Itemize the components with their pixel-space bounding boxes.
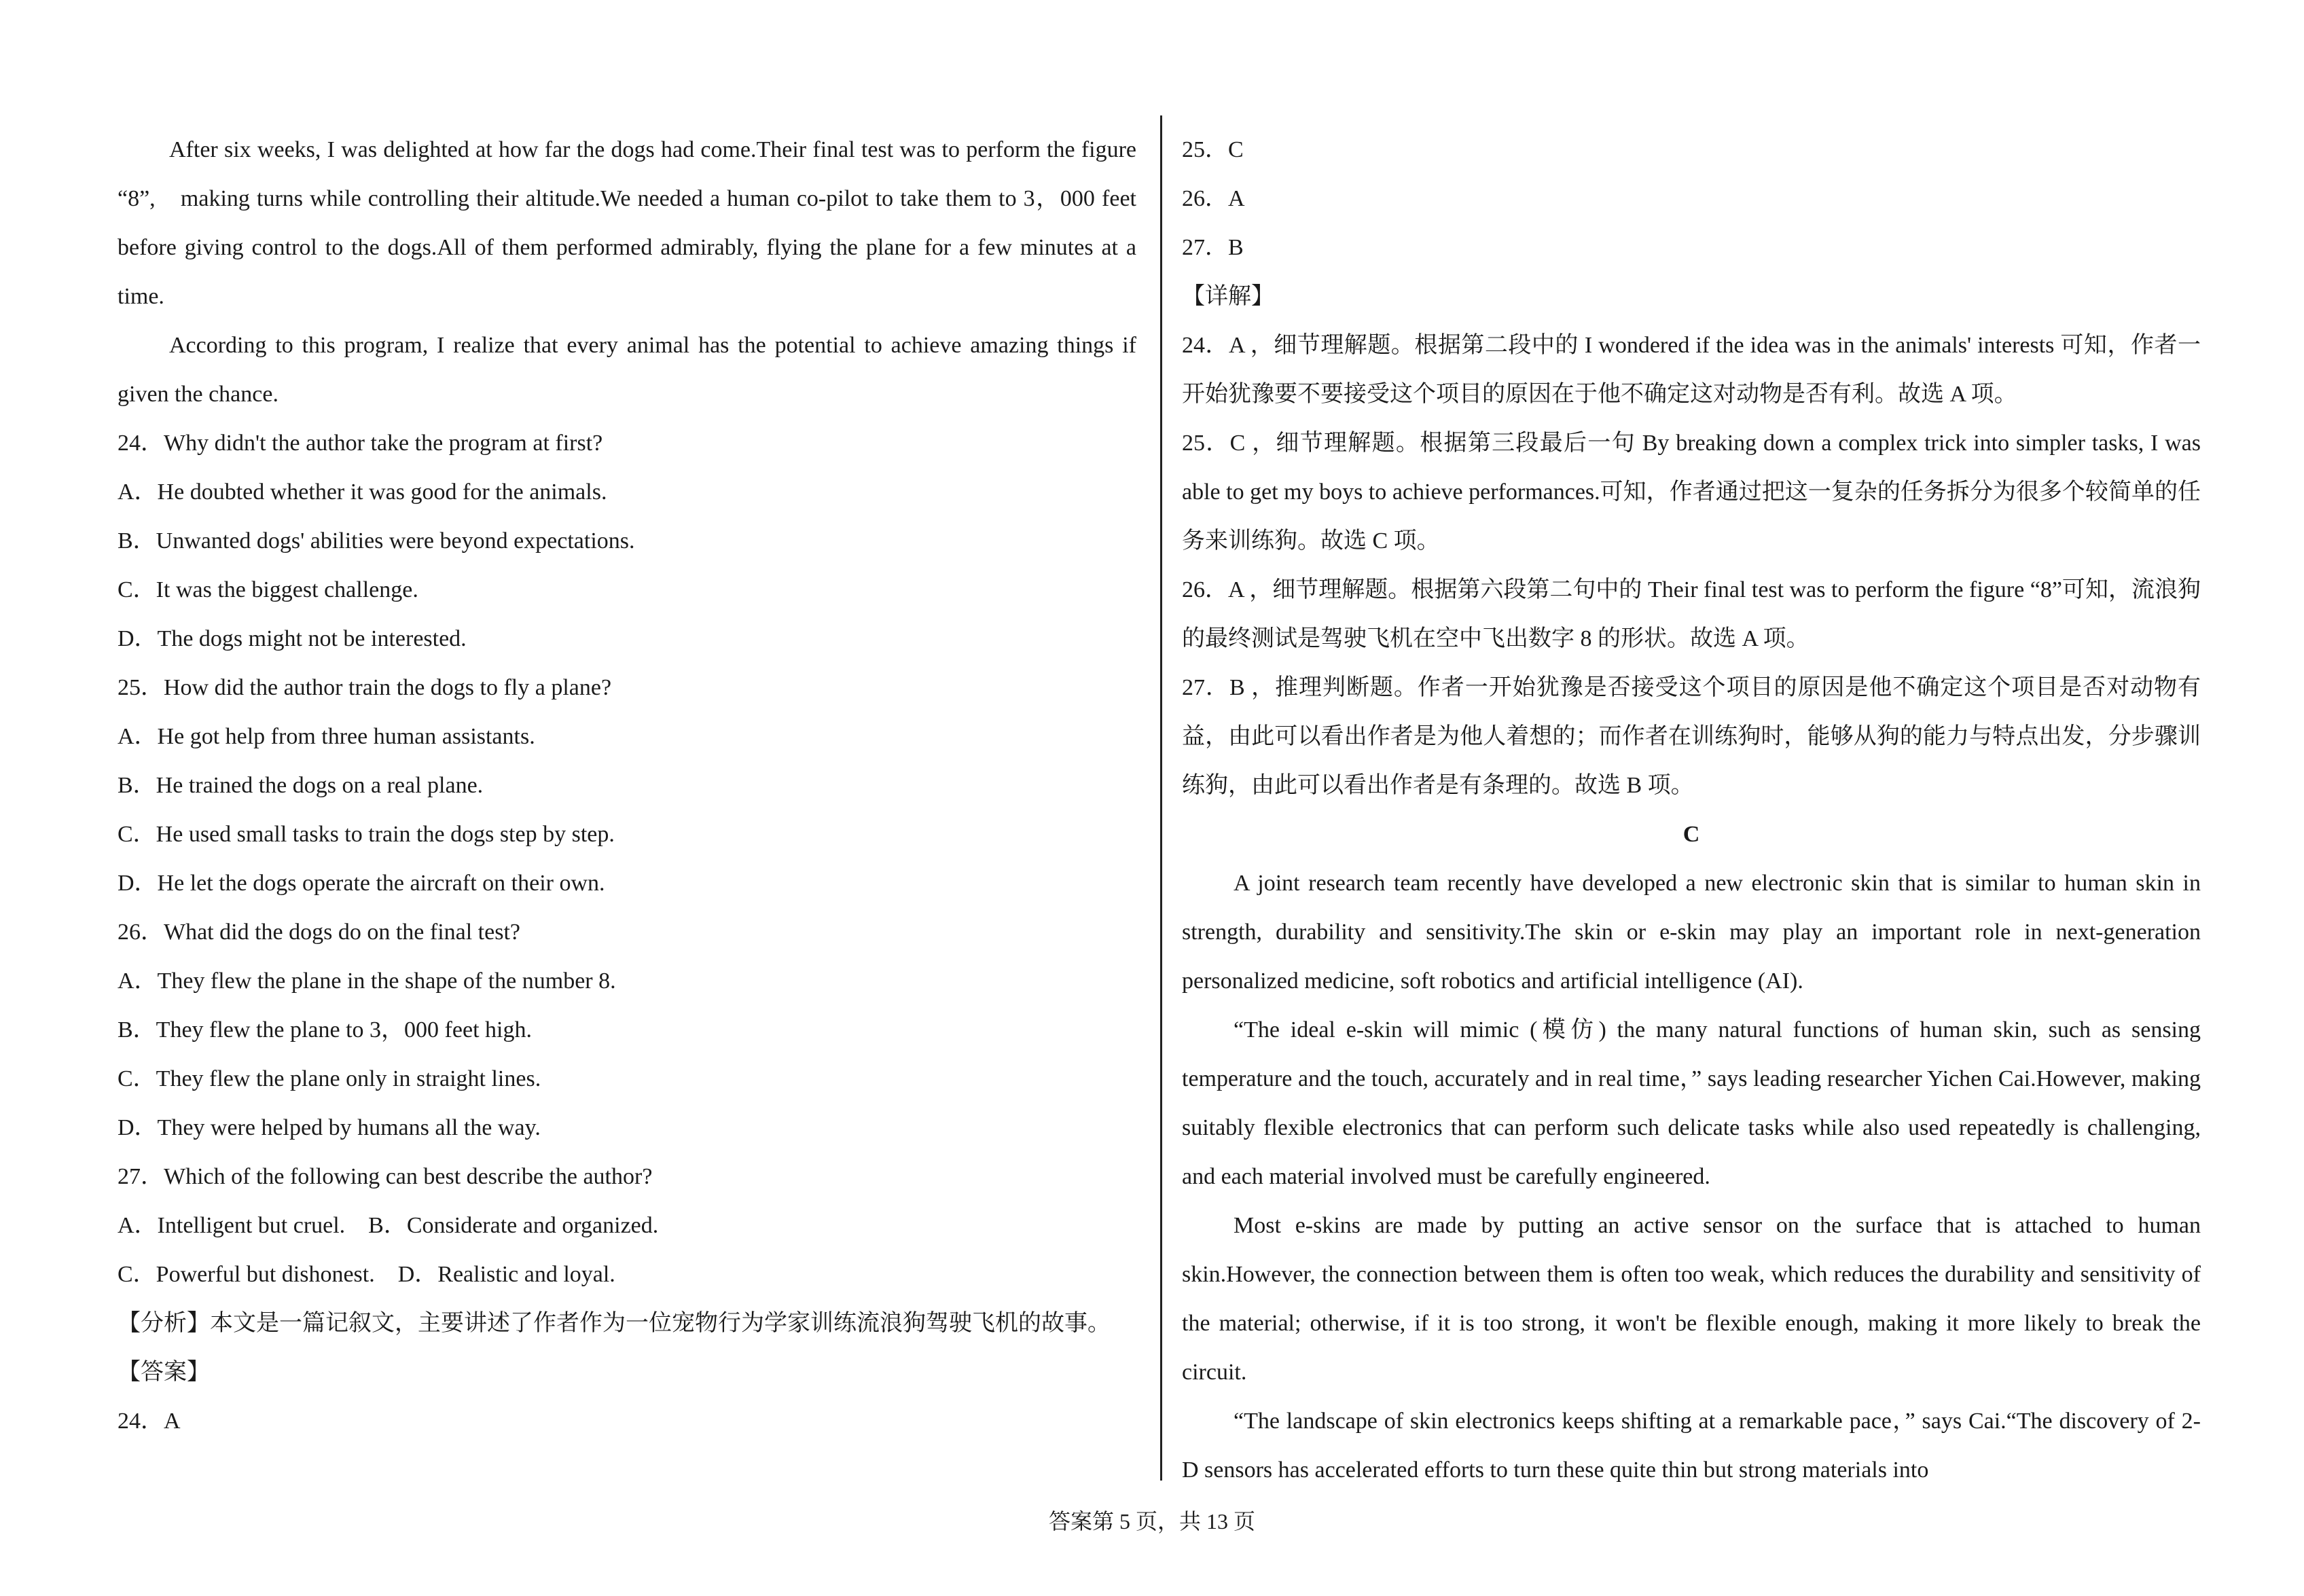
page-footer: 答案第 5 页，共 13 页 (1048, 1509, 1255, 1534)
left-column (118, 126, 1136, 1446)
question-25-option-b: B．He trained the dogs on a real plane. (118, 773, 484, 798)
question-24-option-d: D．The dogs might not be interested. (118, 626, 467, 651)
passage-c-paragraph: “The ideal e-skin will mimic (模仿) the many natural functions of human skin, such as sensing temperature and the touch, accurately and in real time，” says leading researcher Yichen Cai.However, making suitably flexible electronics that can perform such delicate tasks while also used repeatedly is challenging, and each material involved must be carefully engineered. (1182, 1017, 2201, 1189)
question-24-stem: 24．Why didn't the author take the program at first? (118, 431, 603, 456)
question-26-stem: 26．What did the dogs do on the final test? (118, 920, 520, 945)
analysis-text: 【分析】本文是一篇记叙文，主要讲述了作者作为一位宠物行为学家训练流浪狗驾驶飞机的故事。 (118, 1311, 1111, 1336)
passage-c-paragraph: Most e-skins are made by putting an active sensor on the surface that is attached to human skin.However, the connection between them is often too weak, which reduces the durability and sensitivity of the material; otherwise, if it is too strong, it won't be flexible enough, making it more likely to break the circuit. (1182, 1213, 2201, 1385)
answer-24: 24．A (118, 1409, 181, 1434)
explanation-26: 26．A ，细节理解题。根据第六段第二句中的 Their final test was to perform the figure “8”可知，流浪狗的最终测试是驾驶飞机在空中飞出数字 8 的形状。故选 A 项。 (1182, 577, 2201, 651)
question-25-stem: 25．How did the author train the dogs to fly a plane? (118, 675, 612, 700)
section-title: C (1682, 822, 1700, 847)
question-27-options-cd: C．Powerful but dishonest. D．Realistic and loyal. (118, 1262, 615, 1287)
question-27-options-ab: A．Intelligent but cruel. B．Considerate and organized. (118, 1213, 659, 1238)
question-24-option-b: B．Unwanted dogs' abilities were beyond expectations. (118, 528, 635, 554)
question-26-option-b: B．They flew the plane to 3，000 feet high. (118, 1017, 532, 1042)
question-26-option-a: A．They flew the plane in the shape of the number 8. (118, 968, 616, 994)
answer-heading: 【答案】 (118, 1360, 210, 1385)
explanation-24: 24．A ，细节理解题。根据第二段中的 I wondered if the idea was in the animals' interests 可知，作者一开始犹豫要不要接受这个项目的原因在于他不确定这对动物是否有利。故选 A 项。 (1182, 333, 2201, 407)
question-25-option-c: C．He used small tasks to train the dogs step by step. (118, 822, 615, 847)
answer-26: 26．A (1182, 186, 1245, 211)
question-25-option-a: A．He got help from three human assistants. (118, 724, 535, 749)
question-24-option-a: A．He doubted whether it was good for the animals. (118, 479, 607, 505)
question-26-option-c: C．They flew the plane only in straight lines. (118, 1066, 541, 1091)
passage-paragraph: After six weeks, I was delighted at how far the dogs had come.Their final test was to perform the figure “8”, making turns while controlling their altitude.We needed a human co-pilot to take them to 3，000 feet before giving control to the dogs.All of them performed admirably, flying the plane for a few minutes at a time. (118, 137, 1136, 309)
right-column (1182, 126, 2201, 1495)
passage-c-paragraph: A joint research team recently have developed a new electronic skin that is similar to human skin in strength, durability and sensitivity.The skin or e-skin may play an important role in next-generation personalized medicine, soft robotics and artificial intelligence (AI). (1182, 871, 2201, 994)
question-25-option-d: D．He let the dogs operate the aircraft on their own. (118, 871, 605, 896)
explanation-27: 27．B ，推理判断题。作者一开始犹豫是否接受这个项目的原因是他不确定这个项目是否对动物有益，由此可以看出作者是为他人着想的；而作者在训练狗时，能够从狗的能力与特点出发，分步骤训练狗，由此可以看出作者是有条理的。故选 B 项。 (1182, 675, 2201, 798)
question-27-stem: 27．Which of the following can best describe the author? (118, 1164, 653, 1189)
passage-paragraph: According to this program, I realize that every animal has the potential to achieve amazing things if given the chance. (118, 333, 1136, 407)
answer-25: 25．C (1182, 137, 1244, 162)
detail-heading: 【详解】 (1182, 284, 1274, 309)
question-26-option-d: D．They were helped by humans all the way. (118, 1115, 541, 1140)
answer-27: 27．B (1182, 235, 1244, 260)
question-24-option-c: C．It was the biggest challenge. (118, 577, 418, 602)
explanation-25: 25．C ，细节理解题。根据第三段最后一句 By breaking down a complex trick into simpler tasks, I was able to get my boys to achieve performances.可知，作者通过把这一复杂的任务拆分为很多个较简单的任务来训练狗。故选 C 项。 (1182, 431, 2201, 554)
column-divider (1160, 115, 1162, 1481)
passage-c-paragraph: “The landscape of skin electronics keeps shifting at a remarkable pace，” says Cai.“The discovery of 2-D sensors has accelerated efforts to turn these quite thin but strong materials into (1182, 1409, 2201, 1483)
